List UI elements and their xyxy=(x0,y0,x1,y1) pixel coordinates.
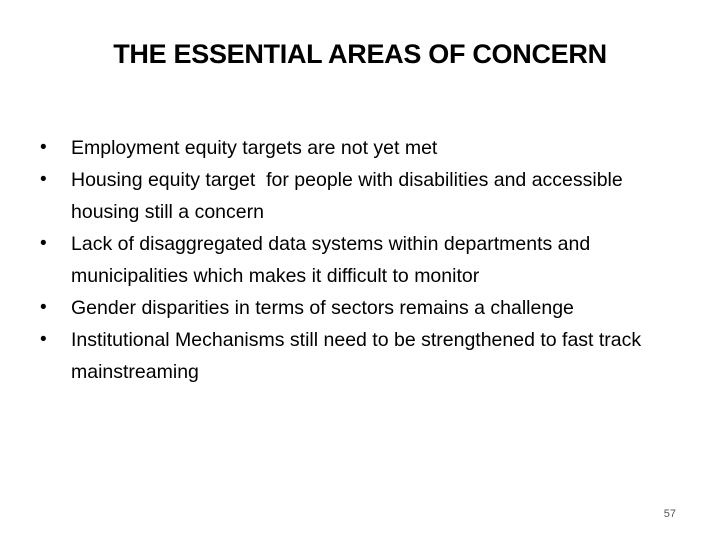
bullet-text: Lack of disaggregated data systems within departments and municipalities which makes it difficult to monitor xyxy=(71,233,591,287)
page-number: 57 xyxy=(663,508,676,520)
bullet-text: Gender disparities in terms of sectors remains a challenge xyxy=(71,297,574,319)
bullet-item xyxy=(40,132,690,164)
bullet-icon: • xyxy=(40,233,47,254)
bullet-item xyxy=(40,292,690,324)
bullet-icon: • xyxy=(40,169,47,190)
slide-title: THE ESSENTIAL AREAS OF CONCERN xyxy=(113,39,607,69)
bullet-text: Employment equity targets are not yet met xyxy=(71,137,438,159)
bullet-text: Housing equity target for people with disabilities and accessible housing still a concern xyxy=(71,169,629,223)
bullet-icon: • xyxy=(40,297,47,318)
bullet-item xyxy=(40,324,690,388)
bullet-list xyxy=(40,132,690,388)
bullet-icon: • xyxy=(40,137,47,158)
bullet-item xyxy=(40,228,690,292)
bullet-item xyxy=(40,164,690,228)
bullet-icon: • xyxy=(40,329,47,350)
bullet-text: Institutional Mechanisms still need to be strengthened to fast track mainstreaming xyxy=(71,329,642,383)
